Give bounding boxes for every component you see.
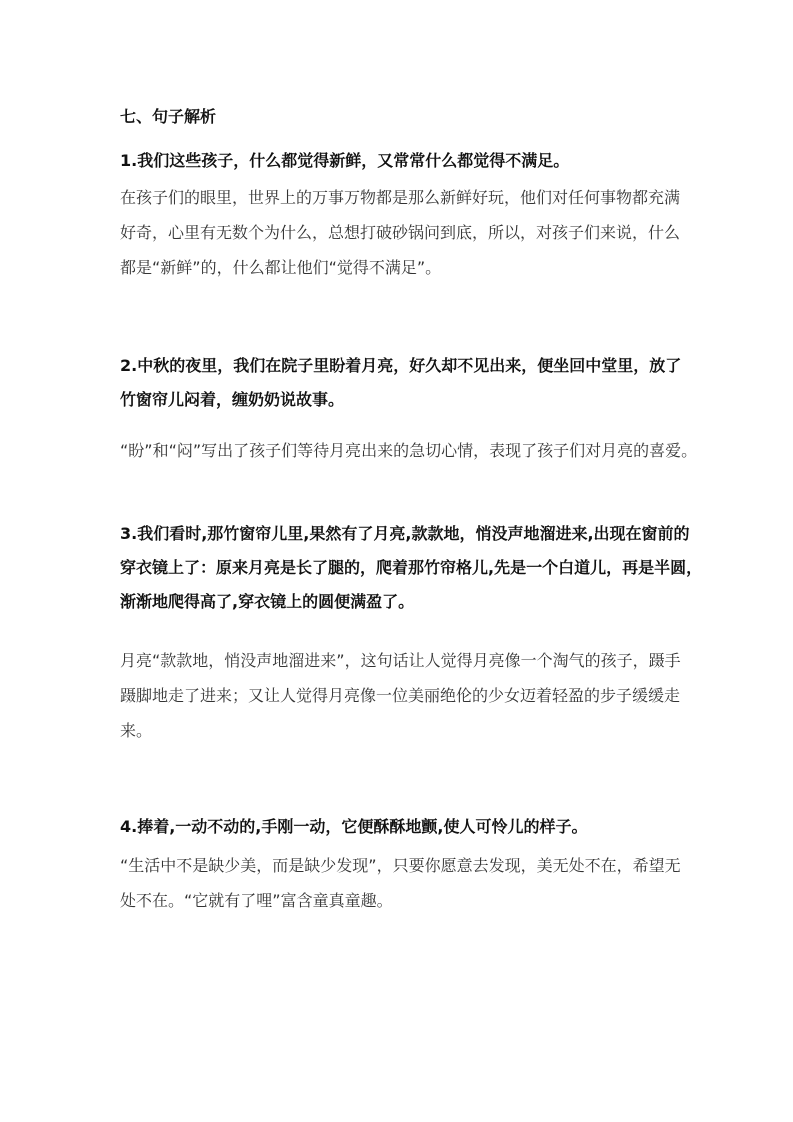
analysis-1-line-1: 在孩子们的眼里，世界上的万事万物都是那么新鲜好玩，他们对任何事物都充满 [120, 188, 681, 207]
sentence-1 [120, 144, 680, 178]
sentence-2-line-2: 竹窗帘儿闷着，缠奶奶说故事。 [120, 390, 345, 409]
section-heading: 七、句子解析 [120, 107, 217, 126]
analysis-3-line-2: 蹑脚地走了进来；又让人觉得月亮像一位美丽绝伦的少女迈着轻盈的步子缓缓走 [120, 686, 681, 705]
sentence-3-line-3: 渐渐地爬得高了,穿衣镜上的圆便满盈了。 [120, 592, 415, 611]
sentence-3-line-2: 穿衣镜上了：原来月亮是长了腿的，爬着那竹帘格儿,先是一个白道儿，再是半圆， [120, 558, 703, 577]
sentence-1-line-1: 1.我们这些孩子，什么都觉得新鲜，又常常什么都觉得不满足。 [120, 151, 570, 170]
sentence-2 [120, 349, 680, 417]
analysis-4-line-2: 处不在。“它就有了哩”富含童真童趣。 [120, 891, 393, 910]
sentence-4-line-1: 4.捧着,一动不动的,手刚一动，它便酥酥地颤,使人可怜儿的样子。 [120, 817, 588, 836]
sentence-2-line-1: 2.中秋的夜里，我们在院子里盼着月亮，好久却不见出来，便坐回中堂里，放了 [120, 356, 682, 375]
sentence-3-line-1: 3.我们看时,那竹窗帘儿里,果然有了月亮,款款地，悄没声地溜进来,出现在窗前的 [120, 524, 690, 543]
analysis-3 [120, 643, 680, 748]
analysis-3-line-1: 月亮“款款地，悄没声地溜进来”，这句话让人觉得月亮像一个淘气的孩子，蹑手 [120, 651, 681, 670]
analysis-2 [120, 433, 698, 468]
analysis-4-line-1: “生活中不是缺少美，而是缺少发现”，只要你愿意去发现，美无处不在，希望无 [120, 856, 681, 875]
analysis-1 [120, 180, 680, 285]
analysis-4 [120, 848, 680, 918]
analysis-1-line-3: 都是“新鲜”的，什么都让他们“觉得不满足”。 [120, 258, 442, 277]
analysis-2-line-1: “盼”和“闷”写出了孩子们等待月亮出来的急切心情，表现了孩子们对月亮的喜爱。 [120, 441, 698, 460]
sentence-3 [120, 517, 703, 619]
sentence-4 [120, 810, 680, 844]
analysis-3-line-3: 来。 [120, 721, 153, 740]
analysis-1-line-2: 好奇，心里有无数个为什么，总想打破砂锅问到底，所以，对孩子们来说，什么 [120, 223, 681, 242]
